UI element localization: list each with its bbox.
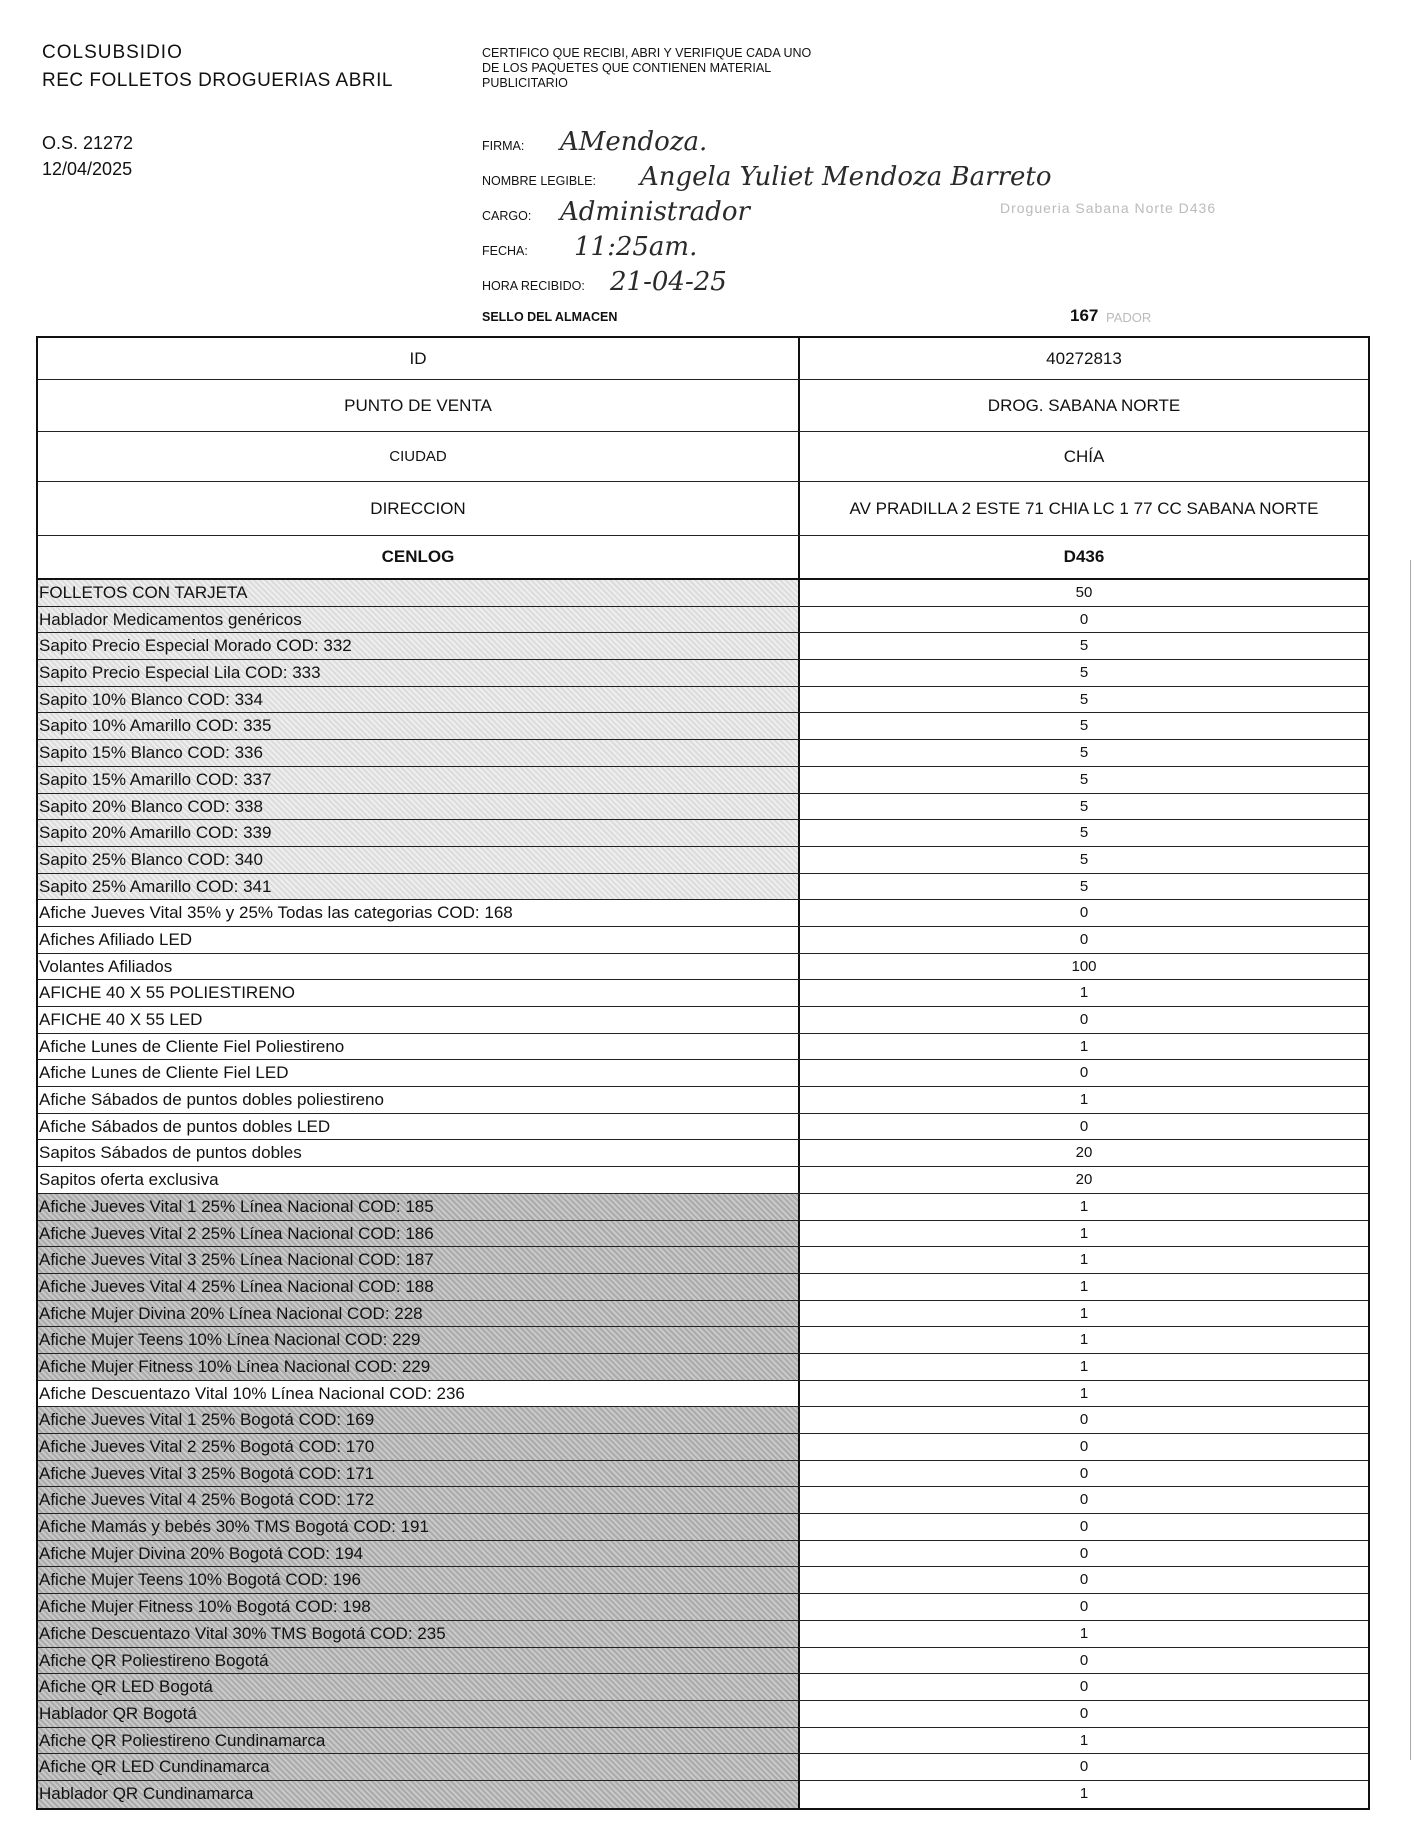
info-value: D436 — [1063, 547, 1105, 566]
item-quantity: 0 — [1079, 1678, 1089, 1696]
table-row — [38, 767, 1368, 794]
certification-text: CERTIFICO QUE RECIBI, ABRI Y VERIFIQUE CADA UNO DE LOS PAQUETES QUE CONTIENEN MATERIAL PUBLICITARIO — [482, 46, 812, 90]
field-label: HORA RECIBIDO: — [482, 279, 585, 293]
item-quantity: 0 — [1079, 1438, 1089, 1455]
table-row — [38, 1407, 1368, 1434]
item-quantity: 0 — [1079, 1117, 1089, 1135]
item-label: Afiche Descuentazo Vital 30% TMS Bogotá COD: 235 — [38, 1621, 800, 1647]
item-quantity: 0 — [1079, 1464, 1089, 1482]
document-subtitle: REC FOLLETOS DROGUERIAS ABRIL — [42, 70, 393, 91]
table-row — [38, 1434, 1368, 1461]
table-row — [38, 1221, 1368, 1248]
table-row — [38, 1301, 1368, 1328]
table-row — [38, 1621, 1368, 1648]
item-label: Afiche Mujer Divina 20% Bogotá COD: 194 — [38, 1541, 800, 1567]
item-label: Afiche Jueves Vital 2 25% Bogotá COD: 170 — [38, 1434, 800, 1460]
item-label: Afiche Mujer Teens 10% Bogotá COD: 196 — [38, 1567, 800, 1593]
table-row — [38, 1781, 1368, 1808]
item-quantity: 1 — [1079, 1731, 1089, 1749]
item-quantity: 0 — [1079, 1758, 1089, 1776]
field-label: FECHA: — [482, 244, 528, 258]
item-quantity: 5 — [1079, 770, 1089, 788]
stamp-number: 167 — [1070, 306, 1099, 325]
table-row — [38, 1381, 1368, 1408]
item-label: Sapito 10% Amarillo COD: 335 — [38, 713, 800, 739]
item-quantity: 0 — [1079, 1598, 1089, 1616]
item-label: Afiche Mujer Divina 20% Línea Nacional COD: 228 — [38, 1301, 800, 1327]
item-quantity: 1 — [1079, 1091, 1089, 1109]
item-quantity: 1 — [1079, 1331, 1089, 1349]
item-label: Hablador QR Bogotá — [38, 1701, 800, 1727]
item-quantity: 5 — [1079, 690, 1089, 708]
company-name: COLSUBSIDIO — [42, 42, 183, 63]
item-label: Afiches Afiliado LED — [38, 927, 800, 953]
field-label: FIRMA: — [482, 139, 525, 153]
table-row — [38, 1194, 1368, 1221]
item-label: Afiche Descuentazo Vital 10% Línea Nacional COD: 236 — [38, 1381, 800, 1407]
item-label: Sapito 20% Blanco COD: 338 — [38, 794, 800, 820]
item-quantity: 1 — [1079, 1277, 1089, 1295]
item-label: Sapito 25% Amarillo COD: 341 — [38, 874, 800, 900]
item-label: Afiche Mujer Fitness 10% Línea Nacional COD: 229 — [38, 1354, 800, 1380]
table-row — [38, 927, 1368, 954]
item-label: Afiche Mamás y bebés 30% TMS Bogotá COD: 191 — [38, 1514, 800, 1540]
item-label: Afiche Lunes de Cliente Fiel LED — [38, 1060, 800, 1086]
table-row — [38, 820, 1368, 847]
info-label: DIRECCION — [38, 482, 800, 535]
item-label: Afiche Lunes de Cliente Fiel Poliestireno — [38, 1034, 800, 1060]
info-label: CENLOG — [38, 536, 800, 578]
item-quantity: 100 — [1071, 957, 1097, 975]
info-label: ID — [38, 338, 800, 379]
item-quantity: 1 — [1079, 1197, 1089, 1215]
item-label: Afiche QR Poliestireno Cundinamarca — [38, 1728, 800, 1754]
info-row-direccion — [38, 482, 1368, 536]
item-label: FOLLETOS CON TARJETA — [38, 580, 800, 606]
item-label: Afiche Jueves Vital 1 25% Línea Nacional COD: 185 — [38, 1194, 800, 1220]
table-row — [38, 1514, 1368, 1541]
item-quantity: 0 — [1079, 1571, 1089, 1589]
table-row — [38, 954, 1368, 981]
item-label: Sapito Precio Especial Morado COD: 332 — [38, 633, 800, 659]
item-label: Afiche Jueves Vital 4 25% Línea Nacional COD: 188 — [38, 1274, 800, 1300]
item-quantity: 0 — [1079, 1651, 1089, 1669]
table-row — [38, 794, 1368, 821]
table-row — [38, 1648, 1368, 1675]
table-row — [38, 1007, 1368, 1034]
item-quantity: 5 — [1079, 877, 1089, 895]
item-quantity: 5 — [1079, 824, 1089, 842]
table-row — [38, 1461, 1368, 1488]
item-quantity: 1 — [1079, 1224, 1089, 1242]
table-row — [38, 713, 1368, 740]
table-row — [38, 1754, 1368, 1781]
table-row — [38, 1114, 1368, 1141]
item-quantity: 5 — [1079, 850, 1089, 868]
items-list — [38, 580, 1368, 1808]
info-row-punto-venta — [38, 380, 1368, 432]
handwritten-name: Angela Yuliet Mendoza Barreto — [640, 162, 1052, 192]
table-row — [38, 1274, 1368, 1301]
item-quantity: 0 — [1079, 610, 1089, 628]
field-label: CARGO: — [482, 209, 532, 223]
item-label: Afiche Mujer Fitness 10% Bogotá COD: 198 — [38, 1594, 800, 1620]
table-row — [38, 740, 1368, 767]
item-label: Afiche Sábados de puntos dobles LED — [38, 1114, 800, 1140]
field-firma — [482, 124, 1382, 159]
item-quantity: 1 — [1079, 1251, 1089, 1269]
table-row — [38, 660, 1368, 687]
document-date: 12/04/2025 — [42, 159, 133, 179]
info-label: PUNTO DE VENTA — [38, 380, 800, 431]
item-quantity: 0 — [1079, 1064, 1089, 1082]
info-value: CHÍA — [1063, 446, 1105, 466]
service-order: O.S. 21272 — [42, 133, 134, 153]
item-label: Sapito Precio Especial Lila COD: 333 — [38, 660, 800, 686]
item-quantity: 0 — [1079, 1544, 1089, 1562]
item-label: Afiche QR LED Bogotá — [38, 1674, 800, 1700]
item-label: Hablador Medicamentos genéricos — [38, 607, 800, 633]
materials-table — [36, 336, 1370, 1810]
item-label: Sapito 20% Amarillo COD: 339 — [38, 820, 800, 846]
item-quantity: 0 — [1079, 1704, 1089, 1722]
item-label: Volantes Afiliados — [38, 954, 800, 980]
item-quantity: 1 — [1079, 1304, 1089, 1322]
item-quantity: 0 — [1079, 1491, 1089, 1509]
table-row — [38, 1060, 1368, 1087]
table-row — [38, 1567, 1368, 1594]
item-quantity: 0 — [1079, 1011, 1089, 1028]
field-label: NOMBRE LEGIBLE: — [482, 174, 596, 188]
handwritten-date: 11:25am. — [574, 232, 698, 262]
item-quantity: 1 — [1079, 984, 1089, 1002]
item-label: Afiche Jueves Vital 1 25% Bogotá COD: 169 — [38, 1407, 800, 1433]
table-row — [38, 633, 1368, 660]
item-label: AFICHE 40 X 55 POLIESTIRENO — [38, 980, 800, 1006]
table-row — [38, 607, 1368, 634]
signature-fields — [482, 124, 1382, 299]
table-row — [38, 847, 1368, 874]
stamp-label: SELLO DEL ALMACEN — [482, 310, 618, 324]
field-cargo — [482, 194, 1382, 229]
table-row — [38, 980, 1368, 1007]
item-label: Afiche Sábados de puntos dobles poliestireno — [38, 1087, 800, 1113]
item-label: Sapito 10% Blanco COD: 334 — [38, 687, 800, 713]
field-hora — [482, 264, 1382, 299]
table-row — [38, 1701, 1368, 1728]
item-label: Sapito 15% Blanco COD: 336 — [38, 740, 800, 766]
table-row — [38, 1541, 1368, 1568]
faded-stamp-note: Drogueria Sabana Norte D436 — [1000, 200, 1217, 216]
item-quantity: 0 — [1079, 904, 1089, 922]
table-row — [38, 1140, 1368, 1167]
item-quantity: 5 — [1079, 744, 1089, 762]
field-nombre — [482, 159, 1382, 194]
info-value: 40272813 — [1046, 348, 1122, 368]
item-label: AFICHE 40 X 55 LED — [38, 1007, 800, 1033]
item-label: Sapito 15% Amarillo COD: 337 — [38, 767, 800, 793]
item-quantity: 1 — [1079, 1384, 1089, 1402]
item-label: Sapitos Sábados de puntos dobles — [38, 1140, 800, 1166]
item-label: Afiche Jueves Vital 3 25% Bogotá COD: 171 — [38, 1461, 800, 1487]
item-label: Afiche Jueves Vital 4 25% Bogotá COD: 172 — [38, 1487, 800, 1513]
table-row — [38, 874, 1368, 901]
table-row — [38, 1034, 1368, 1061]
table-row — [38, 1247, 1368, 1274]
item-quantity: 1 — [1079, 1784, 1089, 1802]
handwritten-time: 21-04-25 — [610, 267, 727, 297]
info-row-id — [38, 338, 1368, 380]
item-label: Afiche Jueves Vital 35% y 25% Todas las categorias COD: 168 — [38, 900, 800, 926]
item-quantity: 20 — [1075, 1144, 1093, 1162]
table-row — [38, 1487, 1368, 1514]
item-quantity: 5 — [1079, 637, 1089, 655]
table-row — [38, 580, 1368, 607]
item-quantity: 1 — [1079, 1357, 1089, 1375]
table-row — [38, 1594, 1368, 1621]
info-value: DROG. SABANA NORTE — [987, 395, 1181, 415]
item-quantity: 1 — [1079, 1624, 1089, 1642]
item-quantity: 0 — [1079, 930, 1089, 948]
table-row — [38, 1087, 1368, 1114]
field-fecha — [482, 229, 1382, 264]
table-row — [38, 900, 1368, 927]
table-row — [38, 1674, 1368, 1701]
item-quantity: 20 — [1075, 1171, 1093, 1189]
item-quantity: 5 — [1079, 664, 1089, 682]
info-row-cenlog — [38, 536, 1368, 580]
item-label: Sapito 25% Blanco COD: 340 — [38, 847, 800, 873]
item-quantity: 0 — [1079, 1411, 1089, 1429]
item-label: Hablador QR Cundinamarca — [38, 1781, 800, 1808]
item-quantity: 0 — [1079, 1518, 1089, 1536]
item-label: Afiche Jueves Vital 3 25% Línea Nacional COD: 187 — [38, 1247, 800, 1273]
item-quantity: 5 — [1079, 797, 1089, 815]
signature-value: AMendoza. — [560, 127, 708, 157]
info-value: AV PRADILLA 2 ESTE 71 CHIA LC 1 77 CC SABANA NORTE — [849, 498, 1319, 518]
item-label: Sapitos oferta exclusiva — [38, 1167, 800, 1193]
table-row — [38, 1728, 1368, 1755]
stamp-faded-text: PADOR — [1106, 310, 1152, 325]
handwritten-position: Administrador — [560, 197, 750, 227]
table-row — [38, 1354, 1368, 1381]
info-row-ciudad — [38, 432, 1368, 482]
item-quantity: 1 — [1079, 1037, 1089, 1055]
item-label: Afiche QR LED Cundinamarca — [38, 1754, 800, 1780]
table-row — [38, 687, 1368, 714]
item-quantity: 50 — [1075, 584, 1093, 601]
item-label: Afiche Jueves Vital 2 25% Línea Nacional COD: 186 — [38, 1221, 800, 1247]
table-row — [38, 1327, 1368, 1354]
item-label: Afiche Mujer Teens 10% Línea Nacional COD: 229 — [38, 1327, 800, 1353]
info-label: CIUDAD — [38, 432, 800, 481]
scan-edge-line — [1410, 560, 1411, 1760]
item-quantity: 5 — [1079, 717, 1089, 735]
item-label: Afiche QR Poliestireno Bogotá — [38, 1648, 800, 1674]
table-row — [38, 1167, 1368, 1194]
header-left — [42, 40, 472, 182]
